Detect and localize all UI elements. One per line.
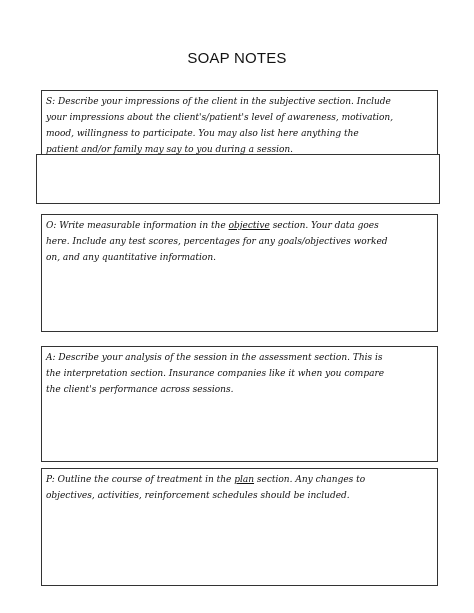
objective-line-text: section. Your data goes — [269, 221, 379, 231]
assessment-line: the client's performance across sessions. — [46, 385, 234, 395]
subjective-line: mood, willingness to participate. You may also list here anything the — [46, 129, 359, 139]
objective-instructions — [46, 218, 388, 266]
assessment-line: the interpretation section. Insurance companies like it when you compare — [46, 369, 385, 379]
objective-emphasis: objective — [228, 221, 270, 231]
plan-instructions — [46, 472, 365, 504]
plan-line: objectives, activities, reinforcement schedules should be included. — [46, 491, 350, 501]
subjective-notes-field[interactable] — [36, 154, 440, 204]
plan-emphasis: plan — [234, 475, 255, 485]
plan-line-text: P: Outline the course of treatment in the — [46, 475, 235, 485]
assessment-instructions — [46, 350, 384, 398]
plan-line-text: section. Any changes to — [254, 475, 366, 485]
objective-line: on, and any quantitative information. — [46, 253, 216, 263]
plan-line — [46, 472, 365, 488]
objective-line — [46, 218, 388, 234]
subjective-line: your impressions about the client's/patient's level of awareness, motivation, — [46, 113, 394, 123]
assessment-line: A: Describe your analysis of the session in the assessment section. This is — [46, 353, 383, 363]
subjective-instructions — [46, 94, 393, 158]
objective-line-text: O: Write measurable information in the — [46, 221, 229, 231]
page-title: SOAP NOTES — [187, 50, 287, 67]
objective-line: here. Include any test scores, percentages for any goals/objectives worked — [46, 237, 388, 247]
subjective-line: patient and/or family may say to you during a session. — [46, 145, 294, 155]
subjective-line: S: Describe your impressions of the client in the subjective section. Include — [46, 97, 391, 107]
